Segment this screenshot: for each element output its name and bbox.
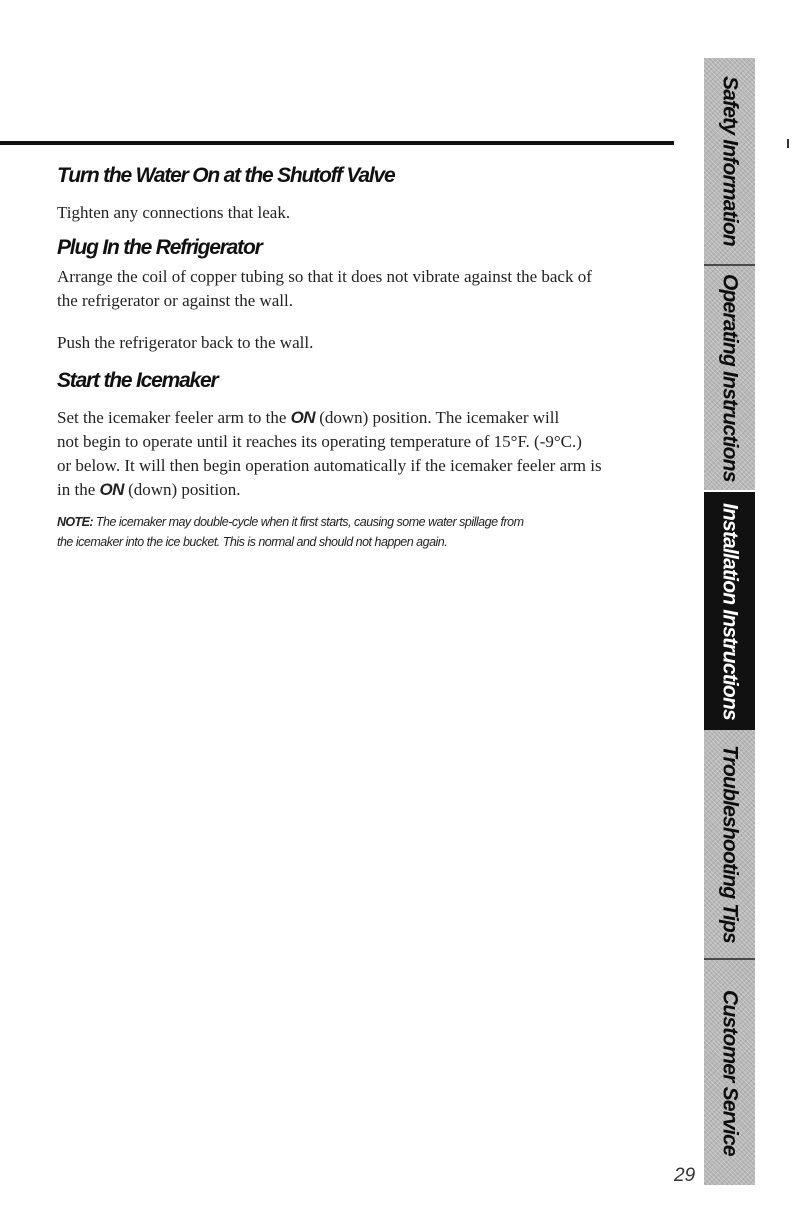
tab-label: Operating Instructions (718, 274, 742, 482)
note-label: NOTE: (57, 515, 93, 529)
tab-operating-instructions[interactable] (704, 266, 755, 490)
paragraph-tighten-connections: Tighten any connections that leak. (57, 203, 291, 222)
tab-label: Installation Instructions (718, 502, 742, 720)
paragraph-icemaker-line4 (57, 478, 240, 502)
paragraph-arrange-coil-line2: the refrigerator or against the wall. (57, 291, 294, 310)
text-run: (down) position. (128, 480, 241, 499)
paragraph-icemaker-line1 (57, 406, 559, 430)
tab-label: Safety Information (718, 76, 742, 246)
top-rule (0, 141, 674, 145)
paragraph-icemaker-line3: or below. It will then begin operation automatically if the icemaker feeler arm is (57, 456, 602, 475)
on-emphasis: ON (290, 408, 315, 427)
heading-plug-in: Plug In the Refrigerator (57, 236, 262, 259)
page-number: 29 (674, 1165, 696, 1186)
heading-turn-water-on: Turn the Water On at the Shutoff Valve (57, 164, 395, 187)
tab-troubleshooting-tips[interactable] (704, 730, 755, 958)
note-line2: the icemaker into the ice bucket. This is normal and should not happen again. (57, 535, 448, 549)
edge-tick-mark (787, 139, 789, 148)
note-text: The icemaker may double-cycle when it first starts, causing some water spillage from (95, 515, 524, 529)
paragraph-icemaker-line2: not begin to operate until it reaches its operating temperature of 15°F. (-9°C.) (57, 432, 582, 451)
tab-customer-service[interactable] (704, 960, 755, 1185)
section-tabs (704, 58, 755, 1185)
tab-label: Customer Service (718, 989, 742, 1156)
text-run: (down) position. The icemaker will (319, 408, 560, 427)
heading-start-icemaker: Start the Icemaker (57, 369, 218, 392)
on-emphasis: ON (99, 480, 124, 499)
text-run: in the (57, 480, 96, 499)
tab-label: Troubleshooting Tips (718, 745, 742, 943)
paragraph-arrange-coil-line1: Arrange the coil of copper tubing so that it does not vibrate against the back of (57, 267, 592, 286)
tab-installation-instructions[interactable] (704, 492, 755, 730)
paragraph-push-back: Push the refrigerator back to the wall. (57, 333, 314, 352)
text-run: Set the icemaker feeler arm to the (57, 408, 287, 427)
tab-safety-information[interactable] (704, 58, 755, 264)
note-line1 (57, 512, 524, 532)
